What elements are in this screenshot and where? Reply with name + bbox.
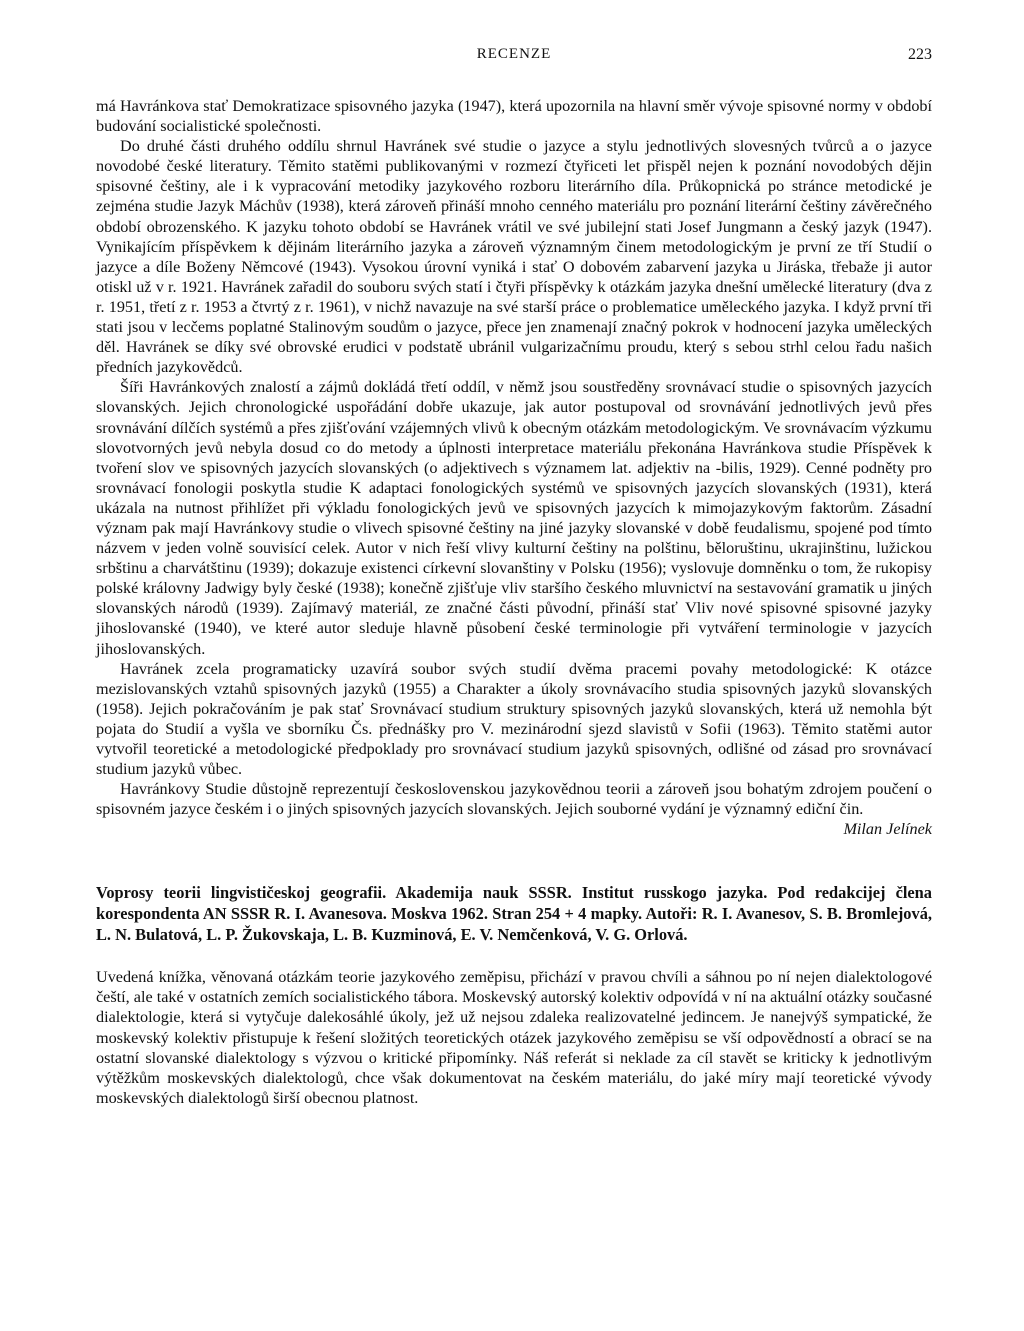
review-voprosy (96, 883, 932, 1107)
page-number: 223 (908, 46, 932, 63)
author-signature: Milan Jelínek (843, 820, 932, 839)
paragraph: Havránek zcela programaticky uzavírá soubor svých studií dvěma pracemi povahy metodologické: K otázce mezislovanských vztahů spisovných jazyků (1955) a Charakter a úkoly srovnávacího studia spisovných jazyků slovanských (1958). Jejich pokračováním je pak stať Srovnávací studium struktury spisovných jazyků slovanských, která už nemohla být pojata do Studií a vyšla ve sborníku Čs. přednášky pro V. mezinárodní sjezd slavistů v Sofii (1963). Těmito statěmi autor vytvořil teoretické a metodologické předpoklady pro srovnávací studium jazyků spisovných, odlišné od zásad pro srovnávací studium jazyků vůbec. (96, 659, 932, 779)
paragraph (96, 779, 932, 839)
paragraph: má Havránkova stať Demokratizace spisovného jazyka (1947), která upozornila na hlavní směr vývoje spisovné normy v období budování socialistické společnosti. (96, 97, 932, 136)
paragraph-text: Havránkovy Studie důstojně reprezentují československou jazykovědnou teorii a zároveň jsou bohatým zdrojem poučení o spisovném jazyce českém i o jiných spisovných jazycích slovanských. Jejich souborné vydání je významný ediční čin. (96, 780, 932, 819)
review-havranek (96, 96, 932, 839)
bibliographic-entry: Voprosy teorii lingvističeskoj geografii. Akademija nauk SSSR. Institut russkogo jazyka. Pod redakcijej člena korespondenta AN SSSR R. I. Avanesova. Moskva 1962. Stran 254 + 4 mapky. Autoři: R. I. Avanesov, S. B. Bromlejová, L. N. Bulatová, L. P. Žukovskaja, L. B. Kuzminová, E. V. Nemčenková, V. G. Orlová. (96, 883, 932, 944)
running-head (96, 44, 932, 68)
paragraph: Uvedená knížka, věnovaná otázkám teorie jazykového zeměpisu, přichází v pravou chvíli a sáhnou po ní nejen dialektologové čeští, ale také v ostatních zemích socialistického tábora. Moskevský autorský kolektiv odpovídá v ní na aktuální otázky současné dialektologie, která si vytyčuje dalekosáhlé úkoly, jež už nejsou zdaleka realizovatelné jedincem. Je nanejvýš sympatické, že moskevský kolektiv přistupuje k řešení složitých teoretických otázek jazykového zeměpisu se vší odpovědností a obrací se na ostatní slovanské dialektology s výzvou o kritické připomínky. Náš referát si neklade za cíl stavět se kriticky k jednotlivým výtěžkům moskevských dialektologů, chce však dokumentovat na českém materiálu, do jaké míry mají teoretické vývody moskevských dialektologů širší obecnou platnost. (96, 968, 932, 1107)
running-title: RECENZE (476, 46, 552, 62)
paragraph: Do druhé části druhého oddílu shrnul Havránek své studie o jazyce a stylu jednotlivých slovesných tvůrců a o jazyce novodobé české literatury. Těmito statěmi publikovanými v rozmezí čtyřiceti let přispěl nejen k poznání novodobých dějin spisovné češtiny, ale i k vypracování metodiky jazykového rozboru literárního díla. Průkopnická po stránce metodické je zejména studie Jazyk Máchův (1938), která zároveň přináší mnoho cenného materiálu pro poznání literární češtiny závěrečného období obrozenského. K jazyku tohoto období se Havránek vrátil ve své jubilejní stati Josef Jungmann a český jazyk (1947). Vynikajícím příspěvkem k dějinám literárního jazyka a zároveň významným činem metodologickým je první ze tří Studií o jazyce a díle Boženy Němcové (1943). Vysokou úrovní vyniká i stať O dobovém zabarvení jazyka u Jiráska, třebaže ji autor otiskl už v r. 1921. Havránek zařadil do souboru svých statí i čtyři příspěvky k otázkám jazyka dnešní umělecké literatury (dva z r. 1951, třetí z r. 1953 a čtvrtý z r. 1961), v nichž navazuje na své starší práce o problematice uměleckého jazyka. I když první tři stati jsou v lecčems poplatné Stalinovým soudům o jazyce, přece jen znamenají značný pokrok v hodnocení jazyka uměleckých děl. Havránek se díky své obrovské erudici v podstatě ubránil vulgarizačnímu proudu, který s sebou strhl celou řadu našich předních jazykovědců. (96, 137, 932, 377)
paragraph: Šíři Havránkových znalostí a zájmů dokládá třetí oddíl, v němž jsou soustředěny srovnávací studie o spisovných jazycích slovanských. Jejich chronologické uspořádání dobře ukazuje, jak autor postupoval od srovnávání jednotlivých jevů přes srovnávání dílčích systémů a přes zjišťování vzájemných vlivů k obecným otázkám metodologickým. Ve srovnávacím výzkumu slovotvorných jevů nebyla dosud co do metody a úplnosti interpretace materiálu překonána Havránkova studie Příspěvek k tvoření slov ve spisovných jazycích slovanských (o adjektivech s významem lat. adjektiv na -bilis, 1929). Cenné podněty pro srovnávací fonologii poskytla studie K adaptaci fonologických systémů ve spisovných jazycích slovanských (1931), která ukázala na nutnost přihlížet při výkladu fonologických jevů ve spisovných jazycích k mimojazykovým faktorům. Zásadní význam pak mají Havránkovy studie o vlivech spisovné češtiny na jiné jazyky slovanské v době feudalismu, spojené pod tímto názvem v jeden volně souvisící celek. Autor v nich řeší vlivy kulturní češtiny na polštinu, běloruštinu, ukrajinštinu, lužickou srbštinu a charvátštinu (1939); dokazuje existenci církevní slovanštiny v Polsku (1956); vyslovuje domněnku o tom, že rukopisy polské královny Jadwigy byly české (1938); konečně zjišťuje vliv staršího českého mluvnictví na sestavování gramatik u jiných slovanských národů (1939). Zajímavý materiál, ze značné části původní, přináší stať Vliv nové spisovné spisovné jazyky jihoslovanské (1940), ve které autor sleduje hlavně působení české terminologie při vytváření terminologie v jazycích jihoslovanských. (96, 378, 932, 658)
